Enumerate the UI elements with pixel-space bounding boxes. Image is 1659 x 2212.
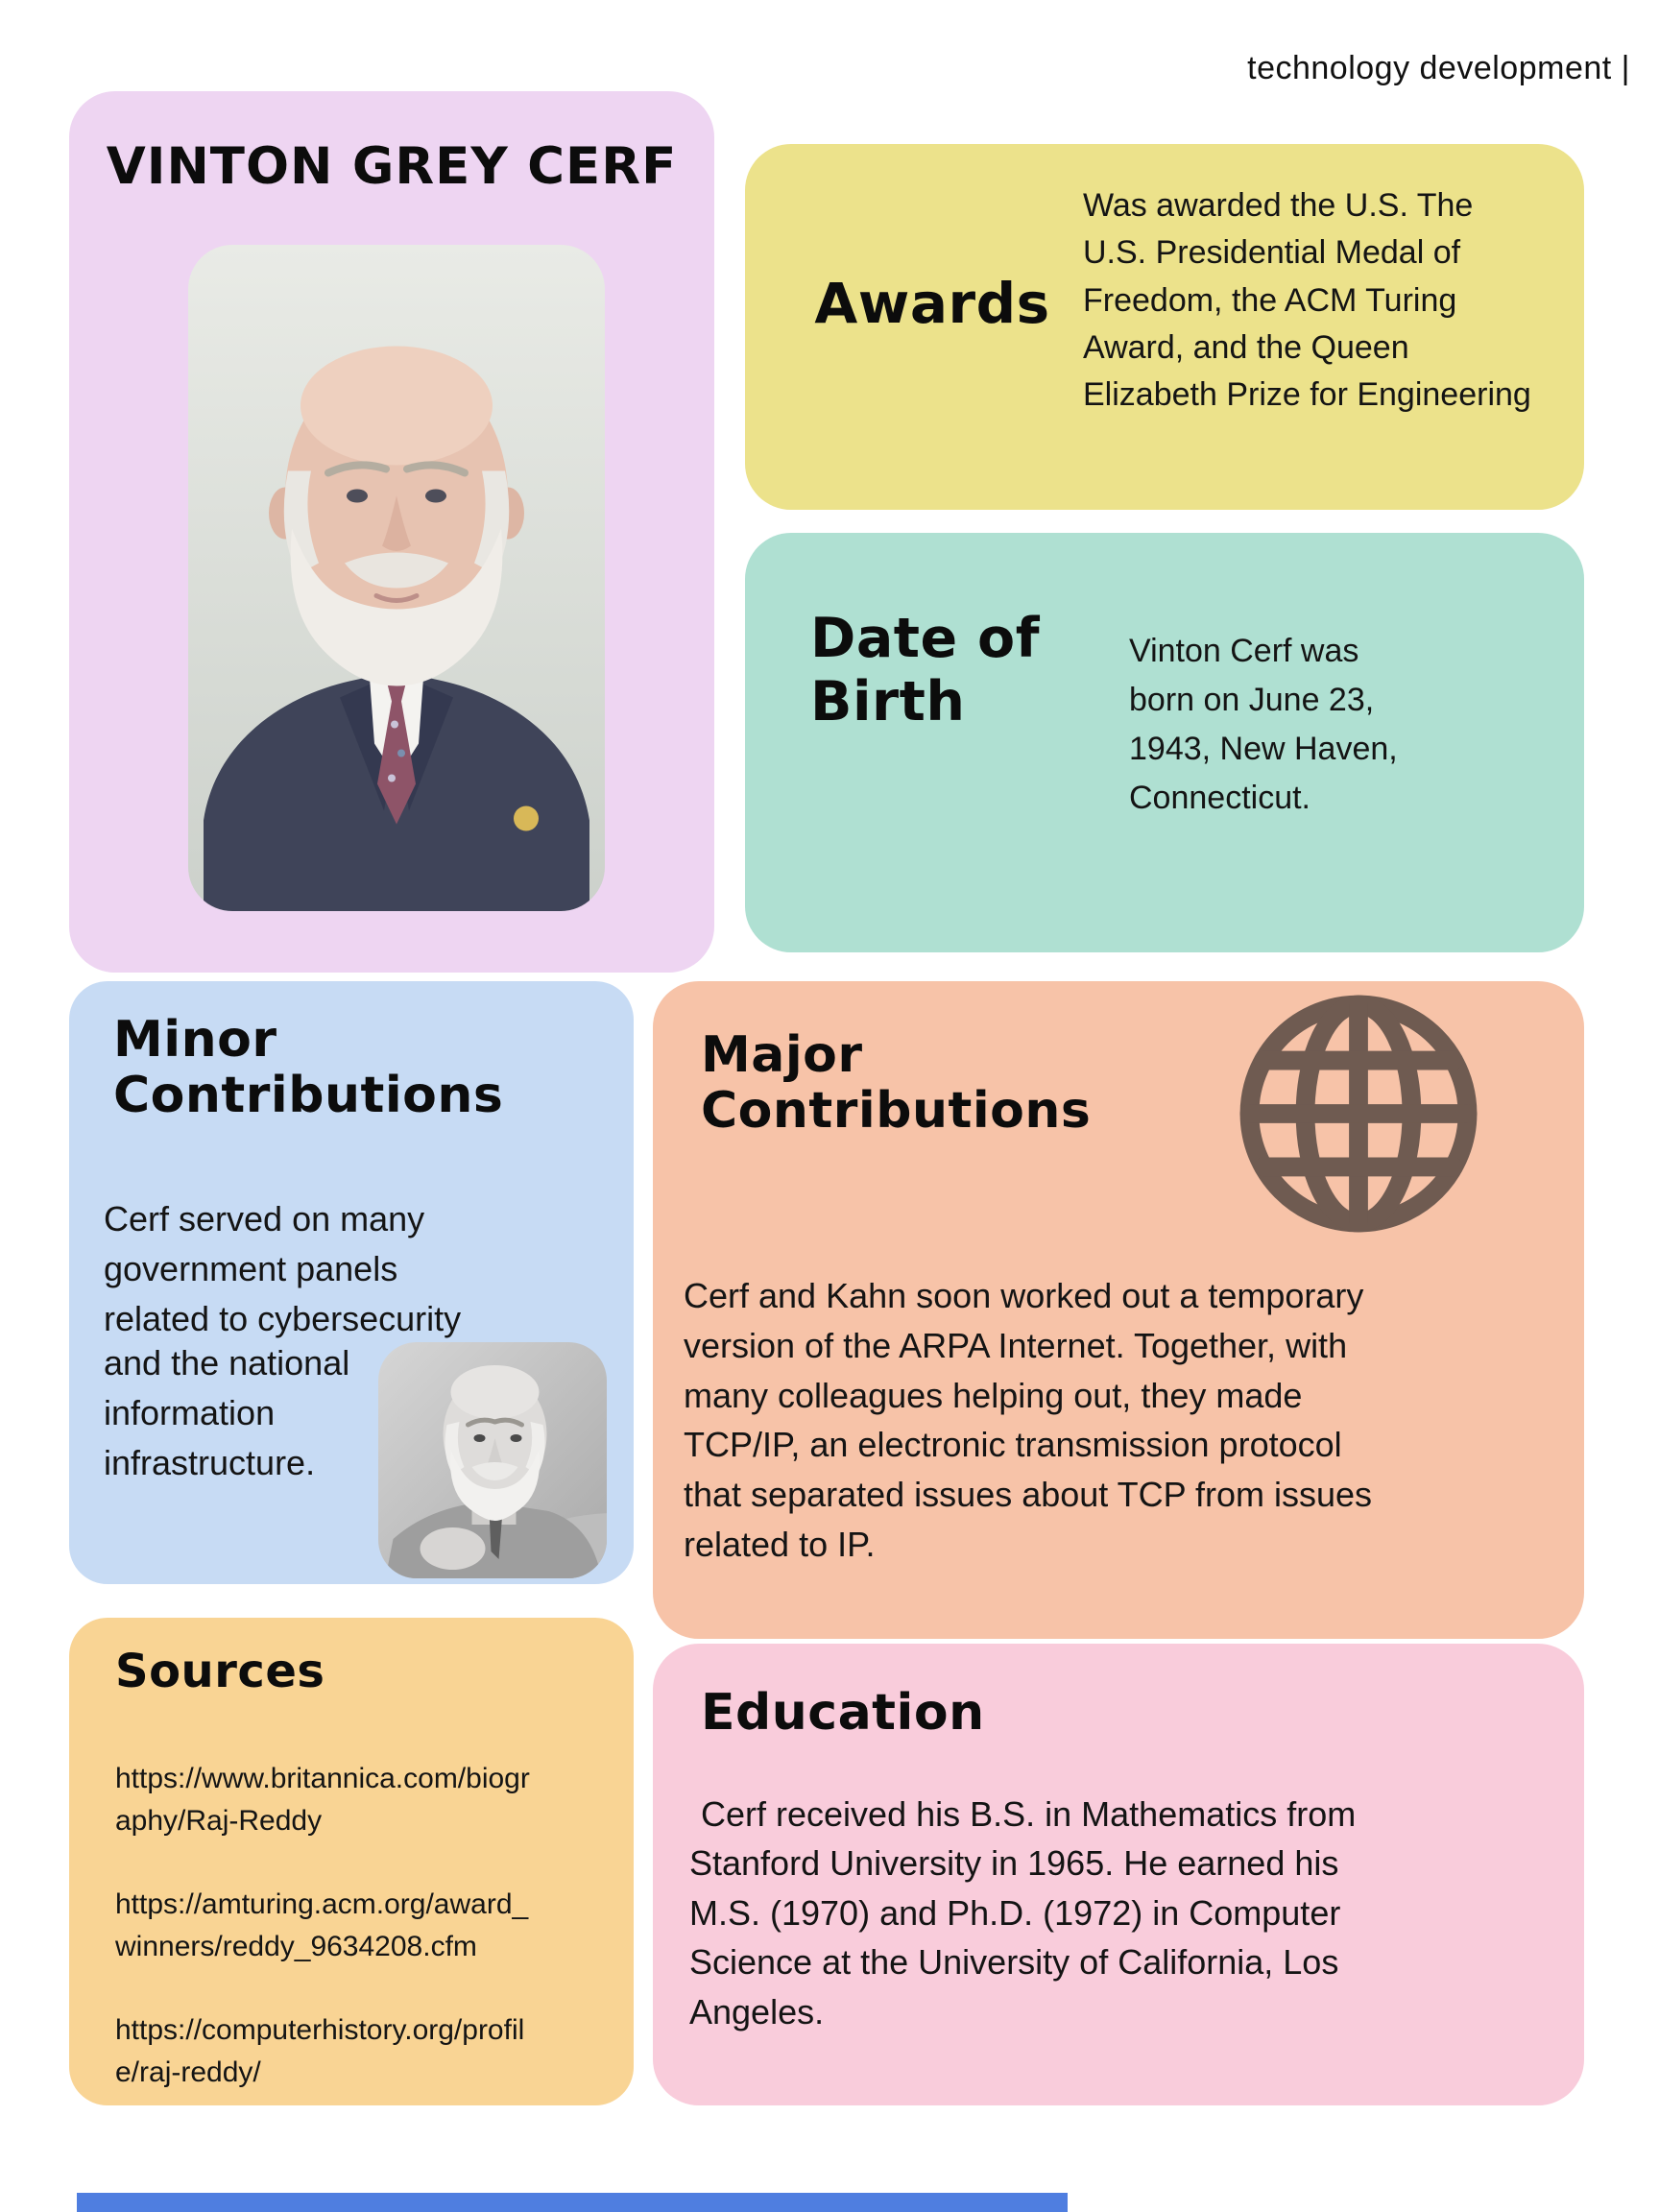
awards-heading: Awards — [814, 271, 1050, 336]
vinton-cerf-portrait-photo — [188, 245, 605, 911]
major-contributions-body: Cerf and Kahn soon worked out a temporary version of the ARPA Internet. Together, with many colleagues helping out, they made TCP/IP, an electronic transmission protocol that separated issues about TCP from issues related to IP. — [684, 1276, 1373, 1565]
source-link[interactable]: https://amturing.acm.org/award_winners/reddy_9634208.cfm — [115, 1888, 529, 1962]
minor-contributions-row — [104, 1338, 607, 1578]
minor-contributions-body: Cerf served on many government panels related to cybersecurity — [104, 1199, 462, 1338]
education-body: Cerf received his B.S. in Mathematics from Stanford University in 1965. He earned his M.S. (1970) and Ph.D. (1972) in Computer Science at the University of California, Los Angeles. — [689, 1794, 1357, 2032]
page-title: VINTON GREY CERF — [106, 137, 678, 196]
awards-card — [745, 144, 1584, 510]
date-of-birth-card — [745, 533, 1584, 952]
profile-card — [69, 91, 714, 973]
awards-body: Was awarded the U.S. The U.S. Presidential Medal of Freedom, the ACM Turing Award, and the Queen Elizabeth Prize for Engineering — [1083, 187, 1531, 414]
portrait-illustration — [188, 245, 605, 911]
date-of-birth-body: Vinton Cerf was born on June 23, 1943, New Haven, Connecticut. — [1129, 633, 1398, 816]
major-contributions-card — [653, 981, 1584, 1639]
minor-contributions-body-continued: and the national information infrastructure. — [104, 1343, 350, 1482]
date-of-birth-heading: Date of Birth — [810, 607, 1040, 733]
vinton-cerf-grayscale-photo — [378, 1342, 607, 1578]
major-contributions-heading: Major Contributions — [701, 1026, 1092, 1141]
page-header-label: technology development | — [1247, 50, 1630, 86]
source-link[interactable]: https://computerhistory.org/profile/raj-reddy/ — [115, 2014, 525, 2088]
education-heading: Education — [701, 1684, 985, 1742]
sources-card — [69, 1618, 634, 2105]
grayscale-portrait-illustration — [378, 1342, 607, 1578]
sources-heading: Sources — [115, 1645, 325, 1698]
source-link[interactable]: https://www.britannica.com/biography/Raj-Reddy — [115, 1763, 530, 1837]
education-card — [653, 1644, 1584, 2105]
minor-contributions-card — [69, 981, 634, 1584]
minor-contributions-heading: Minor Contributions — [113, 1011, 504, 1125]
bottom-accent-bar — [77, 2193, 1068, 2212]
sources-list — [115, 1758, 538, 2093]
globe-icon — [1229, 987, 1488, 1240]
